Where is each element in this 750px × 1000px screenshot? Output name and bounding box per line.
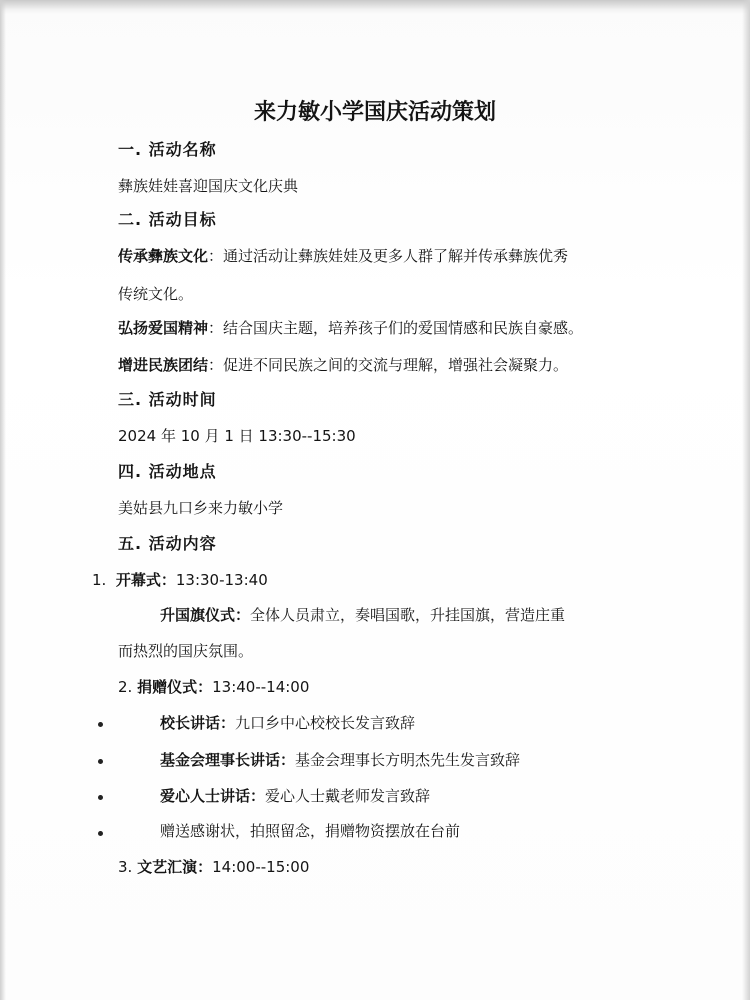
bullet-dot xyxy=(98,722,103,727)
bullet-label: 基金会理事长讲话： xyxy=(160,751,296,769)
content-item-performance xyxy=(118,857,309,877)
bullet-label: 爱心人士讲话： xyxy=(160,787,266,805)
item-time: 14:00--15:00 xyxy=(212,858,310,876)
goal-label: 传承彝族文化 xyxy=(118,247,209,265)
flag-ceremony-line xyxy=(160,605,565,625)
goal-text: ：促进不同民族之间的交流与理解，增强社会凝聚力。 xyxy=(208,356,569,374)
item-label: 开幕式： xyxy=(115,571,176,589)
section-heading-content: 五. 活动内容 xyxy=(118,534,217,553)
bullet-text: 九口乡中心校校长发言致辞 xyxy=(235,714,416,732)
sub-text: 全体人员肃立，奏唱国歌，升挂国旗，营造庄重 xyxy=(250,606,566,624)
content-item-donation xyxy=(118,677,309,697)
goal-text: ：通过活动让彝族娃娃及更多人群了解并传承彝族优秀 xyxy=(208,247,569,265)
activity-location-text: 美姑县九口乡来力敏小学 xyxy=(118,499,284,517)
bullet-item xyxy=(160,786,430,806)
scan-edge-left xyxy=(0,0,6,1000)
item-label: 文艺汇演： xyxy=(137,858,213,876)
bullet-item xyxy=(160,821,460,841)
document-title: 来力敏小学国庆活动策划 xyxy=(253,100,496,125)
bullet-dot xyxy=(98,795,103,800)
bullet-item xyxy=(160,750,520,770)
bullet-text: 爱心人士戴老师发言致辞 xyxy=(265,787,431,805)
goal-label: 增进民族团结 xyxy=(118,356,209,374)
flag-ceremony-continued: 而热烈的国庆氛围。 xyxy=(118,642,254,660)
activity-time-text: 2024 年 10 月 1 日 13:30--15:30 xyxy=(118,427,356,445)
activity-name-text: 彝族娃娃喜迎国庆文化庆典 xyxy=(118,177,299,195)
section-heading-location: 四. 活动地点 xyxy=(118,462,217,481)
goal-text-continued: 传统文化。 xyxy=(118,285,194,303)
item-label: 捐赠仪式： xyxy=(137,678,213,696)
scan-edge-right xyxy=(742,0,750,1000)
bullet-text: 赠送感谢状，拍照留念，捐赠物资摆放在台前 xyxy=(160,822,461,840)
item-time: 13:40--14:00 xyxy=(212,678,310,696)
goal-label: 弘扬爱国精神 xyxy=(118,319,209,337)
bullet-text: 基金会理事长方明杰先生发言致辞 xyxy=(295,751,521,769)
bullet-dot xyxy=(98,759,103,764)
bullet-dot xyxy=(98,831,103,836)
item-number: 2. xyxy=(118,678,133,696)
sub-label: 升国旗仪式： xyxy=(160,606,251,624)
section-heading-time: 三. 活动时间 xyxy=(118,390,217,409)
item-time: 13:30-13:40 xyxy=(175,571,268,589)
goal-item xyxy=(118,355,568,375)
bullet-label: 校长讲话： xyxy=(160,714,236,732)
section-heading-name: 一. 活动名称 xyxy=(118,140,217,159)
goal-item xyxy=(118,246,568,266)
scan-edge-top xyxy=(0,0,750,14)
section-heading-goals: 二. 活动目标 xyxy=(118,210,217,229)
content-item-opening xyxy=(92,570,268,590)
goal-text: ：结合国庆主题，培养孩子们的爱国情感和民族自豪感。 xyxy=(208,319,584,337)
item-number: 1. xyxy=(92,571,107,589)
item-number: 3. xyxy=(118,858,133,876)
goal-item xyxy=(118,318,583,338)
bullet-item xyxy=(160,713,415,733)
